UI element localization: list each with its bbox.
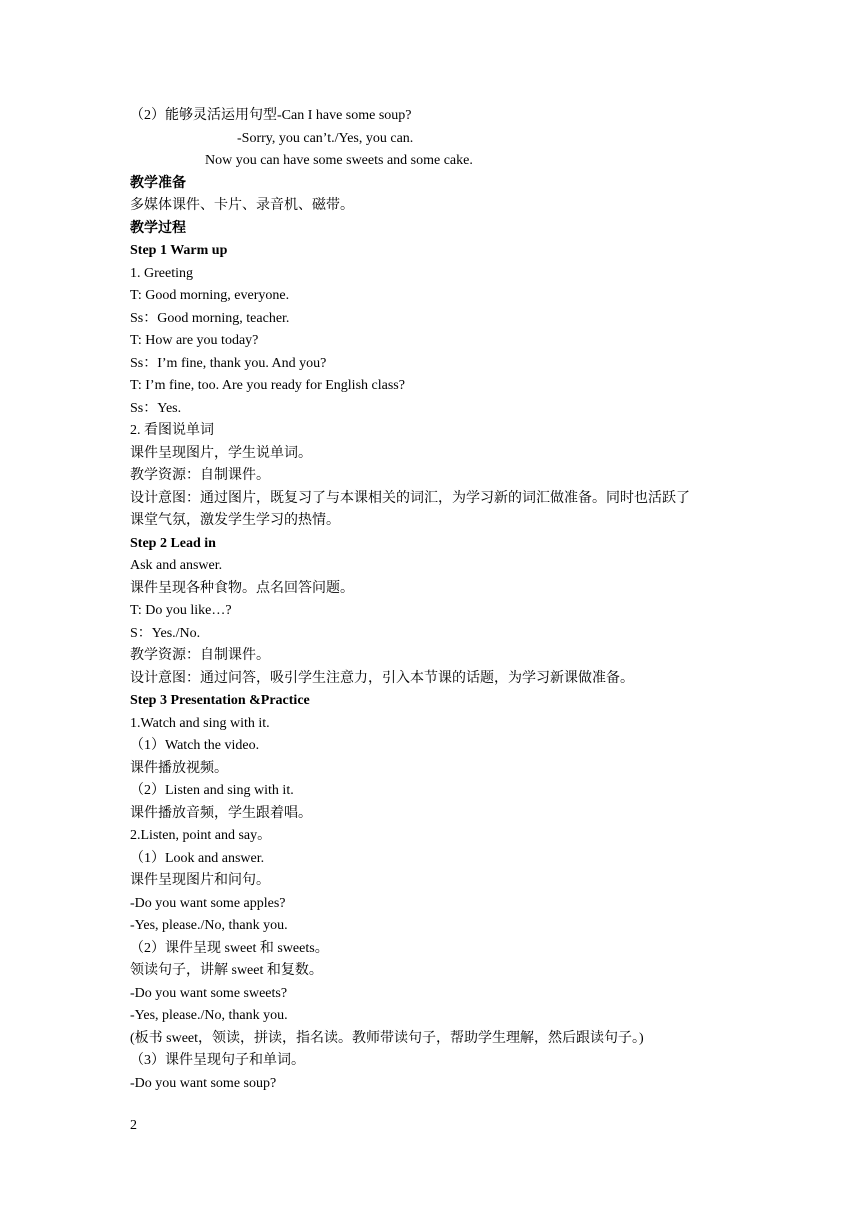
text-line: （1）Watch the video. (130, 738, 260, 753)
dialogue-line: T: I’m fine, too. Are you ready for English class? (130, 378, 405, 393)
text-line: 多媒体课件、卡片、录音机、磁带。 (130, 198, 354, 213)
section-heading-process: 教学过程 (130, 221, 186, 236)
text-line: （2）Listen and sing with it. (130, 783, 294, 798)
text-line: 课件播放视频。 (130, 761, 228, 776)
step-heading-lead-in: Step 2 Lead in (130, 536, 216, 551)
text-line: 2.Listen, point and say。 (130, 828, 272, 843)
dialogue-line: -Do you want some soup? (130, 1076, 277, 1091)
text-line: 1.Watch and sing with it. (130, 716, 270, 731)
dialogue-line: T: Do you like…? (130, 603, 232, 618)
text-line: 课件呈现图片和问句。 (130, 873, 270, 888)
dialogue-line: -Do you want some sweets? (130, 986, 288, 1001)
text-line: 课件呈现各种食物。点名回答问题。 (130, 581, 354, 596)
dialogue-line: T: How are you today? (130, 333, 259, 348)
text-line: Ask and answer. (130, 558, 223, 573)
text-line: （2）课件呈现 sweet 和 sweets。 (130, 941, 329, 956)
text-line: 教学资源：自制课件。 (130, 468, 270, 483)
text-line: 课件呈现图片，学生说单词。 (130, 446, 312, 461)
example-response-line: -Sorry, you can’t./Yes, you can. (237, 131, 414, 146)
step-heading-warm-up: Step 1 Warm up (130, 243, 228, 258)
dialogue-line: Ss：Good morning, teacher. (130, 311, 290, 326)
page-number: 2 (130, 1118, 137, 1133)
step-heading-presentation: Step 3 Presentation &Practice (130, 693, 310, 708)
text-line: 领读句子，讲解 sweet 和复数。 (130, 963, 323, 978)
example-sentence-line: Now you can have some sweets and some cake. (205, 153, 473, 168)
text-line: 课堂气氛，激发学生学习的热情。 (130, 513, 340, 528)
text-line: （1）Look and answer. (130, 851, 265, 866)
text-line: (板书 sweet，领读，拼读，指名读。教师带读句子，帮助学生理解，然后跟读句子。) (130, 1031, 644, 1046)
dialogue-line: Ss：I’m fine, thank you. And you? (130, 356, 327, 371)
text-line: 2. 看图说单词 (130, 423, 214, 438)
dialogue-line: T: Good morning, everyone. (130, 288, 290, 303)
dialogue-line: -Do you want some apples? (130, 896, 286, 911)
text-line: 教学资源：自制课件。 (130, 648, 270, 663)
dialogue-line: S：Yes./No. (130, 626, 201, 641)
text-line: （3）课件呈现句子和单词。 (130, 1053, 305, 1068)
objective-line: （2）能够灵活运用句型-Can I have some soup? (130, 108, 412, 123)
text-line: 设计意图：通过问答，吸引学生注意力，引入本节课的话题，为学习新课做准备。 (130, 671, 634, 686)
text-line: 1. Greeting (130, 266, 193, 281)
dialogue-line: Ss：Yes. (130, 401, 182, 416)
text-line: 课件播放音频，学生跟着唱。 (130, 806, 312, 821)
text-line: 设计意图：通过图片，既复习了与本课相关的词汇，为学习新的词汇做准备。同时也活跃了 (130, 491, 690, 506)
section-heading-preparation: 教学准备 (130, 176, 186, 191)
dialogue-line: -Yes, please./No, thank you. (130, 918, 288, 933)
dialogue-line: -Yes, please./No, thank you. (130, 1008, 288, 1023)
